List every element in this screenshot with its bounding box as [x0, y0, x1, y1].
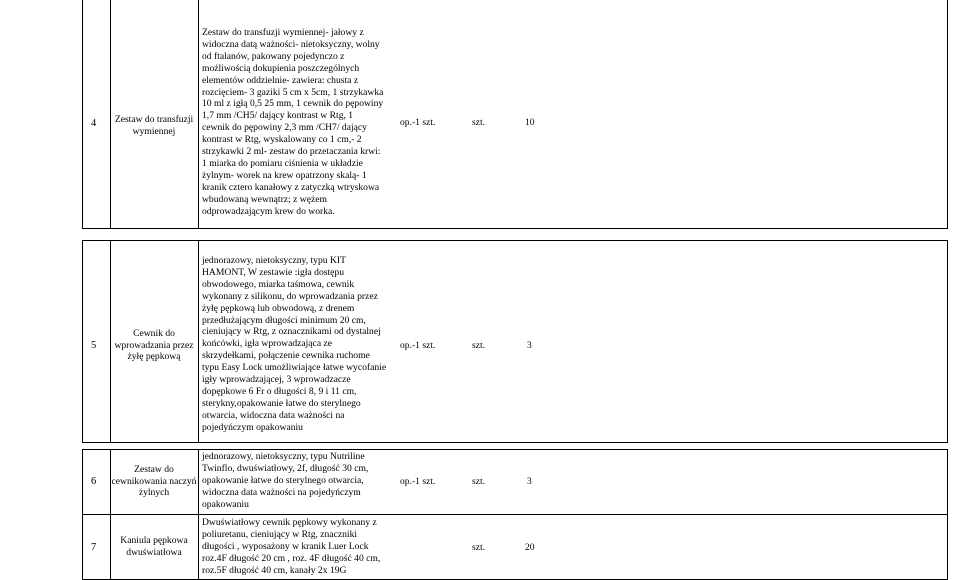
grid-line	[82, 442, 948, 443]
packaging: op.-1 szt.	[400, 340, 436, 351]
grid-line	[82, 449, 948, 450]
product-name: Cewnik do wprowadzania przez żyłę pępkową	[114, 328, 194, 363]
grid-line	[82, 514, 948, 515]
quantity: 20	[525, 542, 535, 553]
grid-line	[82, 228, 948, 229]
product-name: Kaniula pępkowa dwuświatłowa	[120, 535, 188, 558]
grid-line	[82, 240, 83, 442]
grid-line	[947, 0, 948, 228]
unit: szt.	[472, 542, 486, 553]
product-description: jednorazowy, nietoksyczny, typu KIT HAMONT, W zestawie :igła dostępu obwodowego, miarka taśmowa, cewnik wykonany z silikonu, do wprowadzania przez żyłę pępkową lub obwodową, z drenem przedłużającym długości minimum 20 cm, cieniujący w Rtg, z oznacznikami od dystalnej końcówki, igła wprowadzająca ze skrzydełkami, połączenie cewnika ruchome typu Easy Lock umożliwiające łatwe wycofanie igły wprowadzającej, 3 wprowadzacze dopępkowe 6 Fr o długości 8, 9 i 11 cm, sterykny,opakowanie łatwe do sterylnego otwarcia, widoczna data ważności na pojedyńczym opakowaniu	[202, 255, 387, 433]
grid-line	[198, 240, 199, 442]
quantity: 10	[525, 117, 535, 128]
quantity: 3	[527, 476, 532, 487]
quantity: 3	[527, 340, 532, 351]
product-name: Zestaw do cewnikowania naczyń żylnych	[111, 464, 197, 499]
grid-line	[198, 0, 199, 228]
row-number: 5	[91, 340, 97, 351]
row-number: 6	[91, 476, 97, 487]
row-number: 7	[91, 542, 97, 553]
grid-line	[82, 0, 83, 228]
grid-line	[947, 240, 948, 442]
unit: szt.	[472, 476, 486, 487]
unit: szt.	[472, 117, 486, 128]
packaging: op.-1 szt.	[400, 117, 436, 128]
product-description: Zestaw do transfuzji wymiennej- jałowy z widoczna datą ważności- nietoksyczny, wolny od ftalanów, pakowany pojedynczo z możliwością dokupienia poszczególnych elementów oddzielnie- zawiera: chusta z rozcięciem- 3 gaziki 5 cm x 5cm, 1 strzykawka 10 ml z igłą 0,5 25 mm, 1 cewnik do pępowiny 1,7 mm /CH5/ dający kontrast w Rtg, 1 cewnik do pępowiny 2,3 mm /CH7/ dający kontrast w Rtg, wyskalowany co 1 cm,- 2 strzykawki 2 ml- zestaw do przetaczania krwi: 1 miarka do pomiaru ciśnienia w układzie żylnym- worek na krew opatrzony skalą- 1 kranik cztero kanałowy z zatyczką wtryskowa wbudowaną wewnątrz; z wężem odprowadzającym krew do worka.	[202, 27, 384, 217]
product-name: Zestaw do transfuzji wymiennej	[114, 114, 194, 137]
product-description: Dwuświatłowy cewnik pępkowy wykonany z poliuretanu, cieniujący w Rtg, znaczniki długości , wyposażony w kranik Luer Lock roz.4F długość 20 cm , roz. 4F długość 40 cm, roz.5F długość 40 cm, kanały 2x 19G	[202, 517, 381, 576]
grid-line	[82, 240, 948, 241]
row-number: 4	[91, 118, 97, 129]
packaging: op.-1 szt.	[400, 476, 436, 487]
product-description: jednorazowy, nietoksyczny, typu Nutriline Twinflo, dwuświatłowy, 2f, długość 30 cm, opakowanie łatwe do sterylnego otwarcia, widoczna data ważności na pojedyńczym opakowaniu	[202, 451, 369, 510]
unit: szt.	[472, 340, 486, 351]
